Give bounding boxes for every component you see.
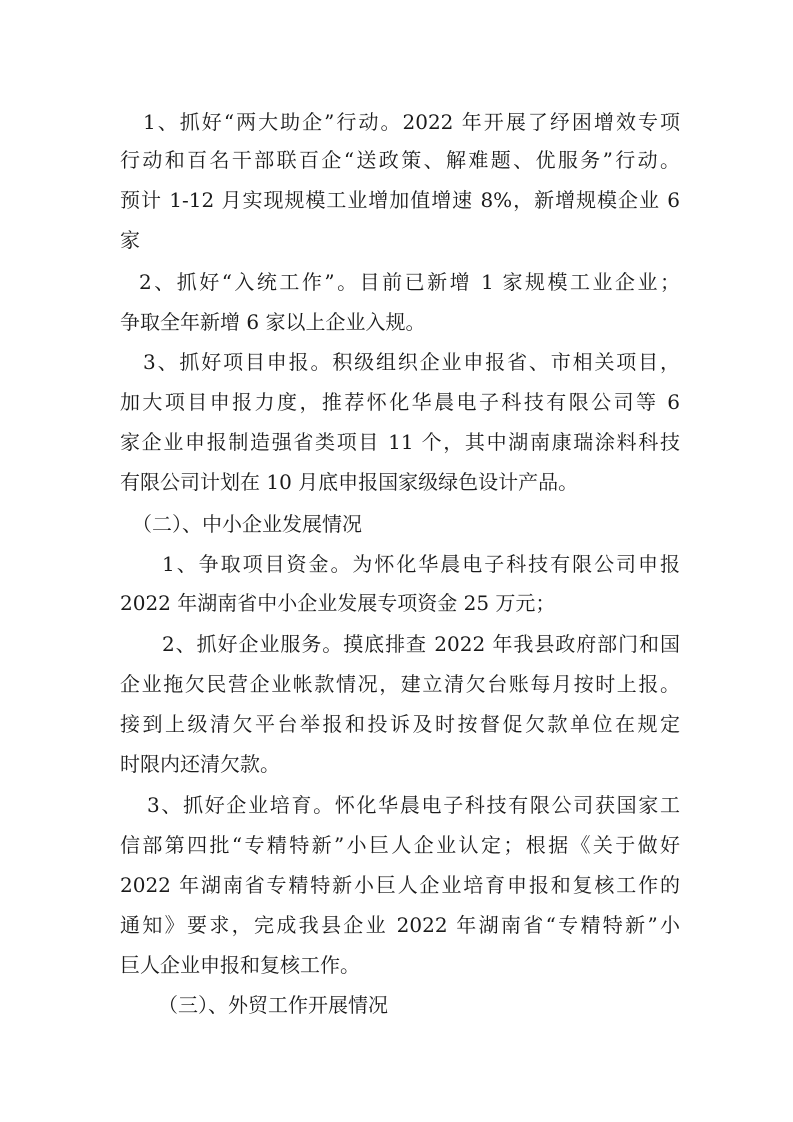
paragraph-line: 预计 1-12 月实现规模工业增加值增速 8%，新增规模企业 6 bbox=[120, 188, 680, 212]
paragraph-line: 信部第四批“专精特新”小巨人企业认定；根据《关于做好 bbox=[120, 833, 680, 857]
paragraph-line: 1、争取项目资金。为怀化华晨电子科技有限公司申报 bbox=[162, 552, 680, 576]
paragraph-line: 通知》要求，完成我县企业 2022 年湖南省“专精特新”小 bbox=[120, 913, 680, 937]
paragraph-line: 企业拖欠民营企业帐款情况，建立清欠台账每月按时上报。 bbox=[120, 672, 680, 696]
paragraph-line: 2022 年湖南省专精特新小巨人企业培育申报和复核工作的 bbox=[120, 873, 680, 897]
paragraph-line: 争取全年新增 6 家以上企业入规。 bbox=[120, 310, 426, 334]
paragraph-line: 加大项目申报力度，推荐怀化华晨电子科技有限公司等 6 bbox=[120, 390, 680, 414]
paragraph-line: 2、抓好“入统工作”。目前已新增 1 家规模工业企业； bbox=[139, 270, 680, 294]
paragraph-line: 有限公司计划在 10 月底申报国家级绿色设计产品。 bbox=[120, 470, 579, 494]
section-heading: （二）、中小企业发展情况 bbox=[132, 512, 362, 536]
paragraph-line: 接到上级清欠平台举报和投诉及时按督促欠款单位在规定 bbox=[120, 712, 680, 736]
paragraph-line: 2022 年湖南省中小企业发展专项资金 25 万元； bbox=[120, 591, 556, 615]
paragraph-line: 3、抓好项目申报。积级组织企业申报省、市相关项目， bbox=[143, 350, 680, 374]
paragraph-line: 巨人企业申报和复核工作。 bbox=[120, 953, 360, 977]
paragraph-line: 家 bbox=[120, 228, 140, 252]
paragraph-line: 时限内还清欠款。 bbox=[120, 752, 280, 776]
paragraph-line: 1、抓好“两大助企”行动。2022 年开展了纾困增效专项 bbox=[143, 110, 680, 134]
paragraph-line: 2、抓好企业服务。摸底排查 2022 年我县政府部门和国 bbox=[162, 632, 680, 656]
paragraph-line: 行动和百名干部联百企“送政策、解难题、优服务”行动。 bbox=[120, 148, 680, 172]
paragraph-line: 家企业申报制造强省类项目 11 个，其中湖南康瑞涂料科技 bbox=[120, 430, 680, 454]
section-heading: （三）、外贸工作开展情况 bbox=[158, 993, 388, 1017]
paragraph-line: 3、抓好企业培育。怀化华晨电子科技有限公司获国家工 bbox=[147, 793, 680, 817]
